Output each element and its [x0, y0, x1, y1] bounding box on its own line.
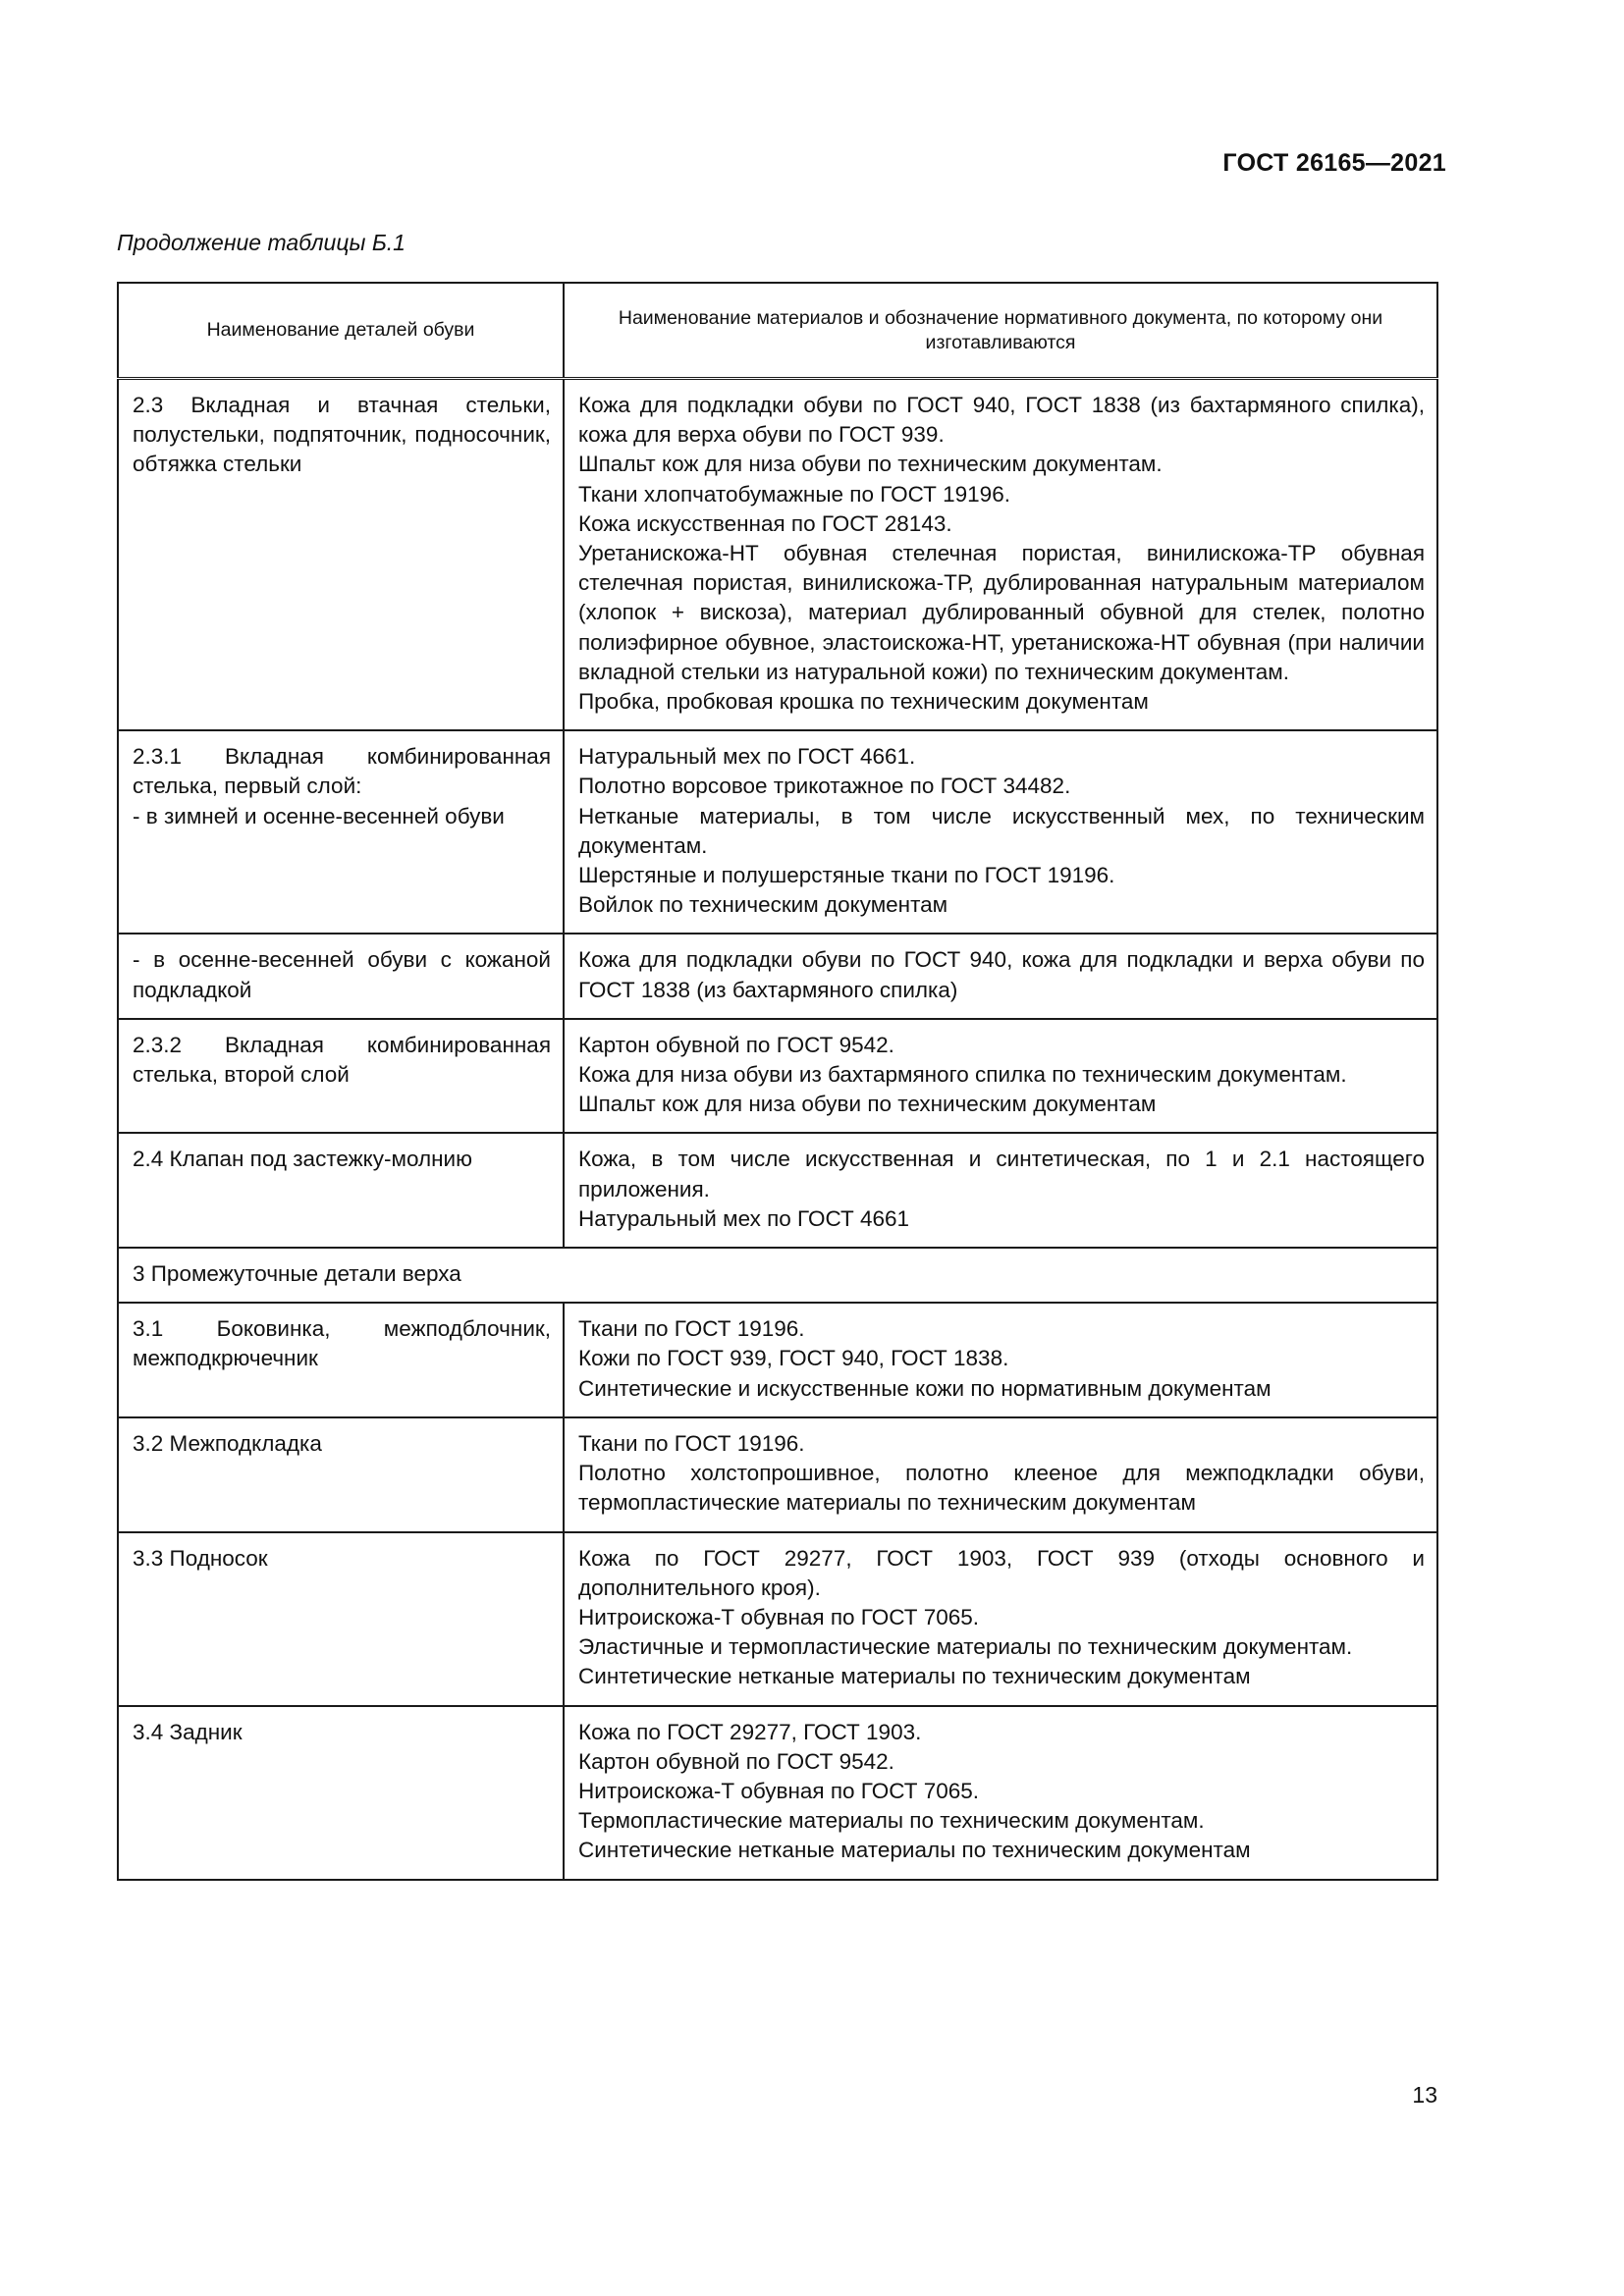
part-name-cell: 2.3.2 Вкладная комбинированная стелька, второй слой: [118, 1019, 564, 1134]
material-line: Эластичные и термопластические материалы по техническим документам.: [578, 1634, 1353, 1660]
part-name-cell: 2.4 Клапан под застежку-молнию: [118, 1133, 564, 1248]
material-line: Кожа для подкладки обуви по ГОСТ 940, ГОСТ 1838 (из бахтармяного спилка), кожа для верха обуви по ГОСТ 939.: [578, 393, 1425, 448]
material-line: Шпальт кож для низа обуви по техническим документам: [578, 1092, 1157, 1117]
column-header-materials: Наименование материалов и обозначение нормативного документа, по которому они изготавливаются: [564, 283, 1437, 379]
part-name-cell: 3.3 Подносок: [118, 1532, 564, 1706]
material-line: Полотно холстопрошивное, полотно клееное для межподкладки обуви, термопластические материалы по техническим документам: [578, 1461, 1425, 1516]
table-row: [118, 379, 1437, 731]
materials-cell: [564, 1417, 1437, 1532]
table-row: [118, 1532, 1437, 1706]
materials-cell: [564, 1303, 1437, 1417]
material-line: Кожа для низа обуви из бахтармяного спилка по техническим документам.: [578, 1062, 1347, 1088]
table-row: [118, 1303, 1437, 1417]
material-line: Шерстяные и полушерстяные ткани по ГОСТ 19196.: [578, 863, 1115, 888]
materials-cell: [564, 1019, 1437, 1134]
table-body: [118, 379, 1437, 1880]
material-line: Полотно ворсовое трикотажное по ГОСТ 34482.: [578, 774, 1071, 799]
material-line: Кожа, в том числе искусственная и синтетическая, по 1 и 2.1 настоящего приложения.: [578, 1147, 1425, 1201]
materials-cell: [564, 1532, 1437, 1706]
material-line: Синтетические нетканые материалы по техническим документам: [578, 1664, 1251, 1689]
table-header-row: [118, 283, 1437, 379]
column-header-parts: Наименование деталей обуви: [118, 283, 564, 379]
part-name-cell: - в осенне-весенней обуви с кожаной подкладкой: [118, 934, 564, 1018]
table-row: [118, 1019, 1437, 1134]
page-number: 13: [1412, 2082, 1437, 2108]
material-line: Картон обувной по ГОСТ 9542.: [578, 1748, 894, 1774]
part-name-cell: 2.3.1 Вкладная комбинированная стелька, первый слой: - в зимней и осенне-весенней обуви: [118, 730, 564, 934]
material-line: Синтетические и искусственные кожи по нормативным документам: [578, 1375, 1272, 1401]
document-id: ГОСТ 26165—2021: [1222, 149, 1446, 177]
table-row: [118, 1417, 1437, 1532]
material-line: Кожа для подкладки обуви по ГОСТ 940, кожа для подкладки и верха обуви по ГОСТ 1838 (из бахтармяного спилка): [578, 947, 1425, 1002]
section-title: 3 Промежуточные детали верха: [118, 1248, 1437, 1303]
table-row: [118, 1706, 1437, 1880]
table-row: [118, 730, 1437, 934]
section-row: [118, 1248, 1437, 1303]
material-line: Кожа по ГОСТ 29277, ГОСТ 1903.: [578, 1719, 922, 1744]
material-line: Нитроискожа-Т обувная по ГОСТ 7065.: [578, 1778, 980, 1803]
material-line: Кожа искусственная по ГОСТ 28143.: [578, 510, 952, 536]
material-line: Ткани хлопчатобумажные по ГОСТ 19196.: [578, 481, 1010, 507]
material-line: Синтетические нетканые материалы по техническим документам: [578, 1838, 1251, 1863]
material-line: Кожи по ГОСТ 939, ГОСТ 940, ГОСТ 1838.: [578, 1346, 1009, 1371]
material-line: Пробка, пробковая крошка по техническим документам: [578, 689, 1149, 715]
part-name-cell: 3.1 Боковинка, межподблочник, межподкрючечник: [118, 1303, 564, 1417]
materials-table: [117, 282, 1438, 1881]
materials-cell: [564, 1706, 1437, 1880]
table-row: [118, 934, 1437, 1018]
material-line: Натуральный мех по ГОСТ 4661.: [578, 744, 916, 770]
table-caption: Продолжение таблицы Б.1: [117, 230, 406, 255]
part-name-cell: 3.2 Межподкладка: [118, 1417, 564, 1532]
material-line: Картон обувной по ГОСТ 9542.: [578, 1032, 894, 1057]
material-line: Уретанискожа-НТ обувная стелечная пористая, винилискожа-ТР обувная стелечная пористая, винилискожа-ТР, дублированная натуральным материалом (хлопок + вискоза), материал дублированный обувной для стелек, полотно полиэфирное обувное, эластоискожа-НТ, уретанискожа-НТ обувная (при наличии вкладной стельки из натуральной кожи) по техническим документам.: [578, 541, 1425, 684]
material-line: Ткани по ГОСТ 19196.: [578, 1316, 805, 1342]
material-line: Нетканые материалы, в том числе искусственный мех, по техническим документам.: [578, 803, 1425, 858]
part-name-cell: 3.4 Задник: [118, 1706, 564, 1880]
material-line: Кожа по ГОСТ 29277, ГОСТ 1903, ГОСТ 939 (отходы основного и дополнительного кроя).: [578, 1545, 1425, 1600]
material-line: Ткани по ГОСТ 19196.: [578, 1430, 805, 1456]
material-line: Натуральный мех по ГОСТ 4661: [578, 1205, 910, 1231]
material-line: Войлок по техническим документам: [578, 892, 948, 918]
materials-cell: [564, 730, 1437, 934]
table-row: [118, 1133, 1437, 1248]
materials-cell: [564, 379, 1437, 731]
material-line: Нитроискожа-Т обувная по ГОСТ 7065.: [578, 1604, 980, 1629]
materials-cell: [564, 1133, 1437, 1248]
material-line: Шпальт кож для низа обуви по техническим документам.: [578, 452, 1163, 477]
material-line: Термопластические материалы по техническим документам.: [578, 1808, 1205, 1834]
part-name-cell: 2.3 Вкладная и втачная стельки, полустельки, подпяточник, подносочник, обтяжка стельки: [118, 379, 564, 731]
materials-cell: [564, 934, 1437, 1018]
